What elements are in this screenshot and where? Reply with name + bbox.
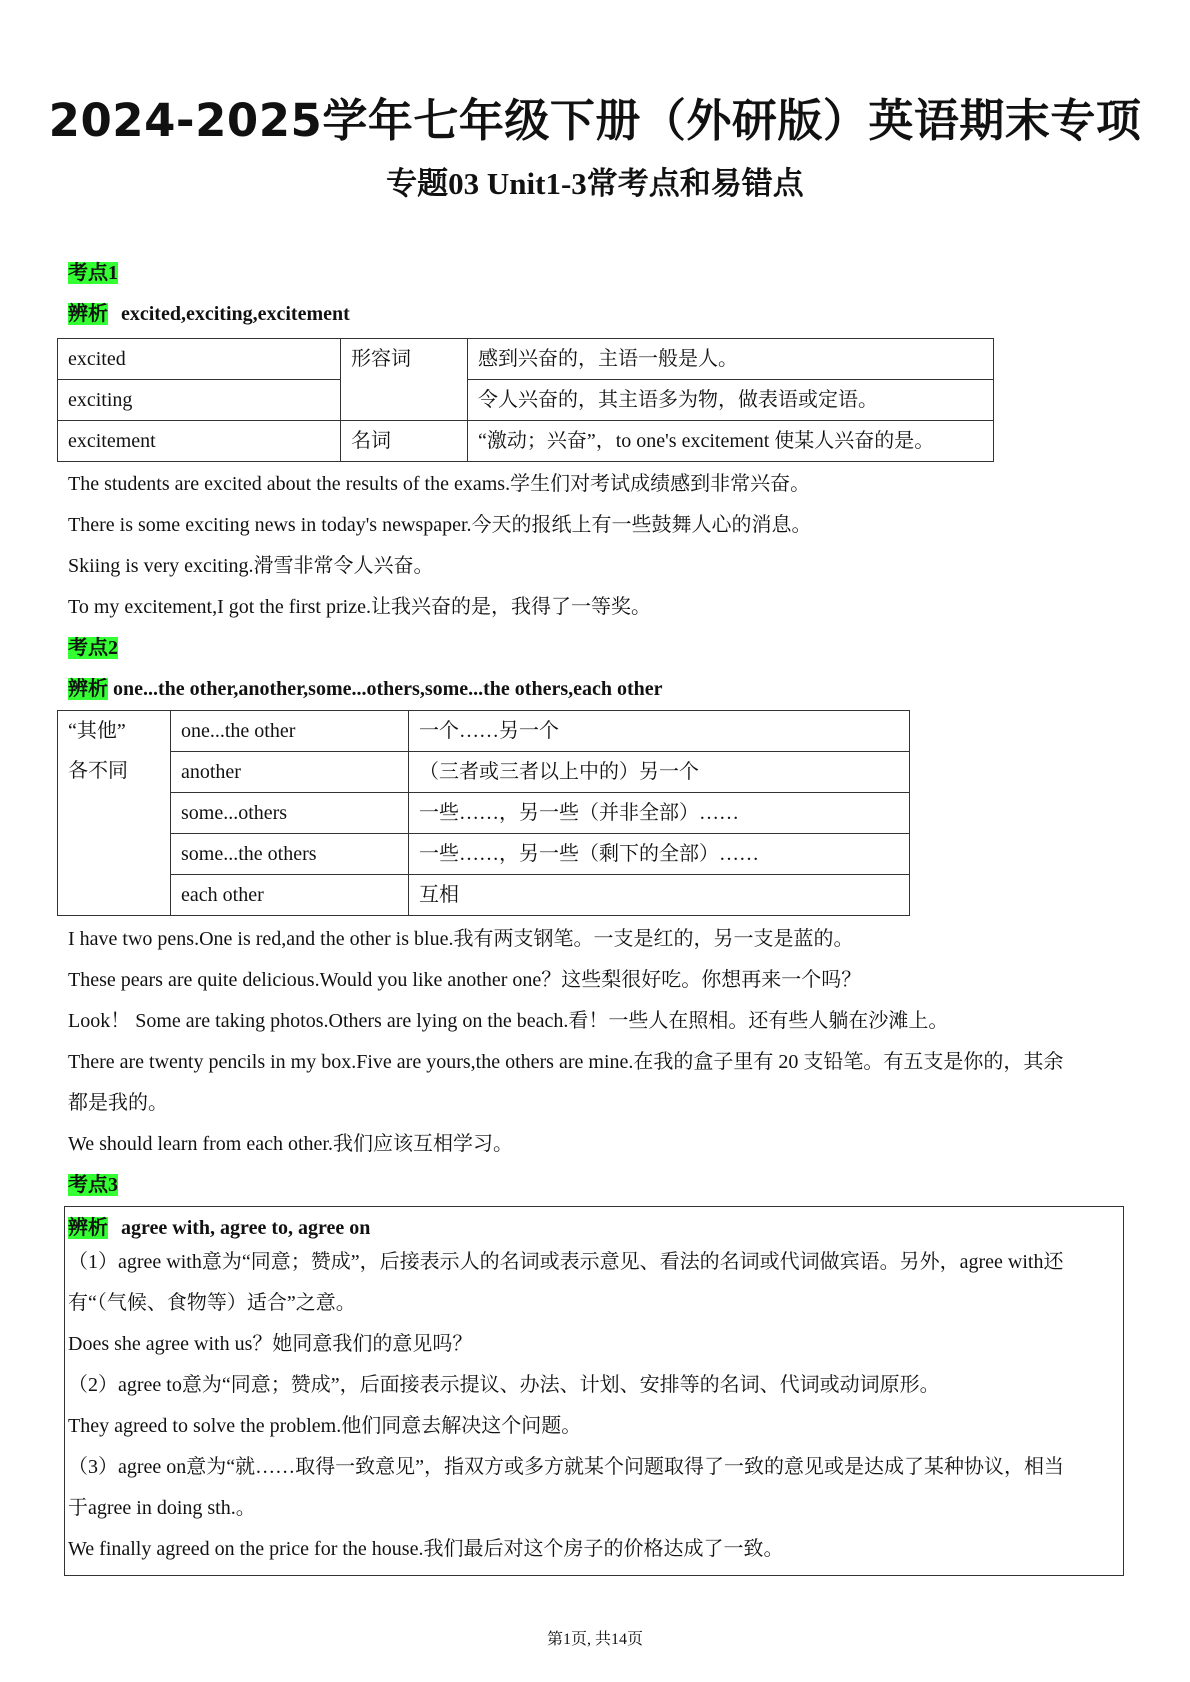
table-cell: excitement: [58, 421, 341, 462]
example-text: These pears are quite delicious.Would you like another one？这些梨很好吃。你想再来一个吗？: [68, 969, 862, 991]
label-gebutong: 各不同: [68, 760, 128, 782]
table-cell: “激动；兴奋”，to one's excitement 使某人兴奋的是。: [468, 421, 994, 462]
example-text: To my excitement,I got the first prize.让我兴奋的是，我得了一等奖。: [68, 596, 651, 618]
table-cell: exciting: [58, 380, 341, 421]
example-text: Look！ Some are taking photos.Others are lying on the beach.看！一些人在照相。还有些人躺在沙滩上。: [68, 1010, 949, 1032]
table-row: [58, 711, 910, 752]
bianxi-3-heading: [68, 1211, 370, 1240]
table-other: [57, 710, 910, 916]
table-row: [58, 875, 910, 916]
table-cell: 令人兴奋的，其主语多为物，做表语或定语。: [468, 380, 994, 421]
table-cell: （三者或三者以上中的）另一个: [409, 752, 910, 793]
section3-body: [68, 1242, 1122, 1570]
table-cell: 名词: [341, 421, 468, 462]
table-cell: each other: [171, 875, 409, 916]
bianxi-3-highlight: 辨析: [68, 1217, 108, 1239]
explanation-line: 于agree in doing sth.。: [68, 1497, 256, 1519]
bianxi-1-highlight: 辨析: [68, 303, 108, 325]
example-text: There are twenty pencils in my box.Five are yours,the others are mine.在我的盒子里有 20 支铅笔。有五支是你的，其余: [68, 1051, 1064, 1073]
kaodian-1-label: [68, 256, 118, 285]
bianxi-1-topic: excited,exciting,excitement: [121, 303, 350, 325]
example-text: There is some exciting news in today's newspaper.今天的报纸上有一些鼓舞人心的消息。: [68, 514, 812, 536]
explanation-line: 有“（气候、食物等）适合”之意。: [68, 1292, 356, 1314]
kaodian-1-highlight: 考点1: [68, 262, 118, 284]
table-row: [58, 421, 994, 462]
example-text: The students are excited about the results of the exams.学生们对考试成绩感到非常兴奋。: [68, 473, 811, 495]
example-text: 都是我的。: [68, 1092, 168, 1114]
bianxi-2-topic: one...the other,another,some...others,some...the others,each other: [113, 678, 663, 700]
example-text: Skiing is very exciting.滑雪非常令人兴奋。: [68, 555, 434, 577]
explanation-line: （1）agree with意为“同意；赞成”，后接表示人的名词或表示意见、看法的名词或代词做宾语。另外，agree with还: [68, 1251, 1064, 1273]
table-cell: excited: [58, 339, 341, 380]
example-text: We finally agreed on the price for the house.我们最后对这个房子的价格达成了一致。: [68, 1538, 784, 1560]
table-row: [58, 380, 994, 421]
page-title: 2024-2025学年七年级下册（外研版）英语期末专项: [48, 94, 1142, 147]
table-cell: one...the other: [171, 711, 409, 752]
page-number: 第1页, 共14页: [546, 1631, 643, 1648]
table-row: [58, 339, 994, 380]
page-subtitle: 专题03 Unit1-3常考点和易错点: [386, 166, 804, 201]
example-text: Does she agree with us？她同意我们的意见吗？: [68, 1333, 473, 1355]
bianxi-2-heading: [68, 672, 663, 701]
table-cell: 一些……，另一些（剩下的全部）……: [409, 834, 910, 875]
table-row: [58, 752, 910, 793]
bianxi-3-topic: agree with, agree to, agree on: [121, 1217, 371, 1239]
table-cell: 一些……，另一些（并非全部）……: [409, 793, 910, 834]
bianxi-1-heading: [68, 297, 350, 326]
table-cell: 形容词: [341, 339, 468, 421]
example-text: I have two pens.One is red,and the other is blue.我有两支钢笔。一支是红的，另一支是蓝的。: [68, 928, 854, 950]
table-row: [58, 793, 910, 834]
table-row: [58, 834, 910, 875]
label-qita: “其他”: [68, 720, 126, 742]
bianxi-2-highlight: 辨析: [68, 678, 108, 700]
kaodian-2-highlight: 考点2: [68, 637, 118, 659]
table-cell: 一个……另一个: [409, 711, 910, 752]
table-cell: another: [171, 752, 409, 793]
explanation-line: （3）agree on意为“就……取得一致意见”，指双方或多方就某个问题取得了一致的意见或是达成了某种协议，相当: [68, 1456, 1065, 1478]
table-cell: 互相: [409, 875, 910, 916]
kaodian-2-label: [68, 631, 118, 660]
example-text: They agreed to solve the problem.他们同意去解决这个问题。: [68, 1415, 582, 1437]
explanation-line: （2）agree to意为“同意；赞成”，后面接表示提议、办法、计划、安排等的名词、代词或动词原形。: [68, 1374, 940, 1396]
kaodian-3-highlight: 考点3: [68, 1174, 118, 1196]
table-cell: 感到兴奋的，主语一般是人。: [468, 339, 994, 380]
table-cell: some...others: [171, 793, 409, 834]
table-cell: some...the others: [171, 834, 409, 875]
kaodian-3-label: [68, 1168, 118, 1197]
table-excited: [57, 338, 994, 462]
table-cell: [58, 711, 171, 916]
example-text: We should learn from each other.我们应该互相学习。: [68, 1133, 513, 1155]
